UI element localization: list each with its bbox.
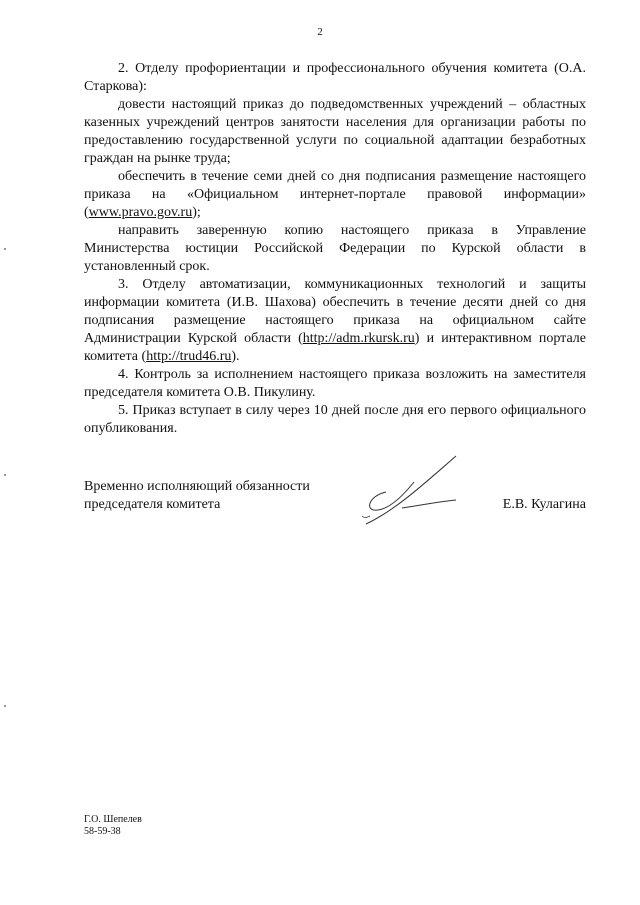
link-pravo[interactable]: www.pravo.gov.ru [88, 205, 193, 220]
page-number: 2 [317, 26, 323, 38]
order-body [84, 60, 586, 438]
paragraph-control: 4. Контроль за исполнением настоящего приказа возложить на заместителя председателя комитета О.В. Пикулину. [84, 367, 586, 400]
handwritten-signature [356, 452, 466, 532]
paragraph-career-guidance: 2. Отделу профориентации и профессионального обучения комитета (О.А. Старкова): [84, 61, 586, 94]
automation-text: 3. Отделу автоматизации, коммуникационных технологий и защиты информации комитета (И.В. Шахова) обеспечить в течение десяти дней со дня подписания размещение настоящего приказа на официальном сайте Администрации Курской области ( [84, 277, 586, 346]
scan-speck [4, 248, 6, 250]
signer-name: Е.В. Кулагина [502, 497, 586, 512]
publish-tail: ); [192, 205, 201, 220]
automation-middle: ) и интерактивном портале комитета ( [84, 331, 586, 364]
paragraph-bring-order: довести настоящий приказ до подведомственных учреждений – областных казенных учреждений центров занятости населения для организации работы по предоставлению государственной услуги по социальной адаптации безработных граждан на рынке труда; [84, 97, 586, 166]
executor-phone: 58-59-38 [84, 826, 121, 837]
paragraph-send-copy: направить заверенную копию настоящего приказа в Управление Министерства юстиции Российской Федерации по Курской области в установленный срок. [84, 223, 586, 274]
executor-name: Г.О. Шепелев [84, 814, 142, 825]
scan-speck [4, 705, 6, 707]
paragraph-publish-pravo [84, 168, 586, 222]
link-adm-rkursk[interactable]: http://adm.rkursk.ru [302, 331, 415, 346]
signature-block [84, 478, 586, 538]
signer-title-line1: Временно исполняющий обязанности [84, 479, 310, 494]
signer-title-line2: председателя комитета [84, 497, 221, 512]
automation-tail: ). [231, 349, 240, 364]
publish-text: обеспечить в течение семи дней со дня подписания размещение настоящего приказа на «Официальном интернет-портале правовой информации» ( [84, 169, 586, 220]
paragraph-automation [84, 276, 586, 366]
paragraph-effective: 5. Приказ вступает в силу через 10 дней после дня его первого официального опубликования. [84, 403, 586, 436]
executor-info [84, 814, 142, 838]
signer-title [84, 478, 310, 514]
link-trud46[interactable]: http://trud46.ru [146, 349, 232, 364]
scan-speck [4, 474, 6, 476]
